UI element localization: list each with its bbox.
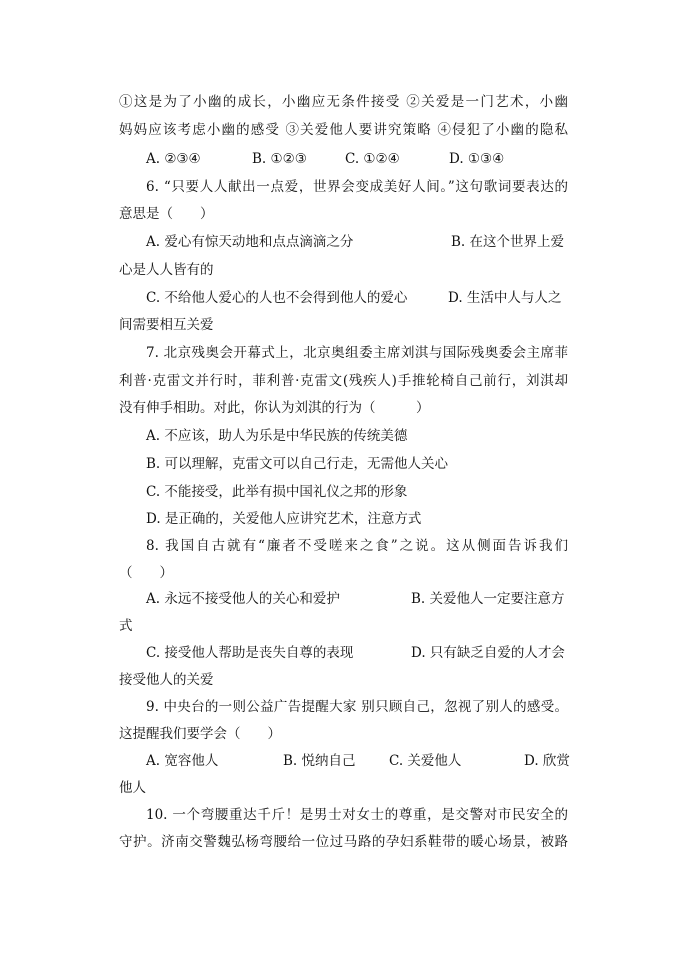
q5-statement-line-1: ①这是为了小幽的成长，小幽应无条件接受 ②关爱是一门艺术，小幽 (119, 94, 568, 110)
q6-option-a: A. 爱心有惊天动地和点点滴滴之分 (146, 234, 354, 250)
q10-stem-line-2: 守护。济南交警魏弘杨弯腰给一位过马路的孕妇系鞋带的暖心场景，被路 (119, 834, 568, 850)
q9-stem-line-2: 这提醒我们要学会（ ） (119, 726, 281, 742)
q9-option-d-part-1: D. 欣赏 (524, 753, 570, 769)
q6-option-b-part-1: B. 在这个世界上爱 (451, 234, 565, 250)
q5-option-a: A. ②③④ (146, 151, 201, 167)
q8-option-b-part-2: 式 (119, 618, 133, 634)
q6-option-b-part-2: 心是人人皆有的 (119, 262, 214, 278)
q7-stem-line-2: 利普·克雷文并行时，菲利普·克雷文(残疾人)手推轮椅自己前行，刘淇却 (119, 373, 568, 389)
q8-stem-line-2: （ ） (119, 565, 173, 581)
q8-option-b-part-1: B. 关爱他人一定要注意方 (411, 591, 565, 607)
q7-stem-line-3: 没有伸手相助。对此，你认为刘淇的行为（ ） (119, 400, 430, 416)
q8-option-d-part-2: 接受他人的关爱 (119, 672, 214, 688)
q7-option-a: A. 不应该，助人为乐是中华民族的传统美德 (146, 428, 408, 444)
q7-option-c: C. 不能接受，此举有损中国礼仪之邦的形象 (146, 484, 408, 500)
q6-option-c: C. 不给他人爱心的人也不会得到他人的爱心 (146, 290, 408, 306)
q6-stem-line-1: 6. “只要人人献出一点爱，世界会变成美好人间。”这句歌词要表达的 (146, 179, 568, 195)
q8-option-c: C. 接受他人帮助是丧失自尊的表现 (146, 645, 354, 661)
q5-option-b: B. ①②③ (252, 151, 307, 167)
q9-option-c: C. 关爱他人 (389, 753, 462, 769)
q5-option-c: C. ①②④ (345, 151, 400, 167)
q5-statement-line-2: 妈妈应该考虑小幽的感受 ③关爱他人要讲究策略 ④侵犯了小幽的隐私 (119, 122, 568, 138)
q9-option-d-part-2: 他人 (119, 780, 146, 796)
q8-option-d-part-1: D. 只有缺乏自爱的人才会 (411, 645, 565, 661)
q5-option-d: D. ①③④ (449, 151, 505, 167)
q9-option-b: B. 悦纳自己 (283, 753, 356, 769)
q6-option-d-part-2: 间需要相互关爱 (119, 317, 214, 333)
q8-stem-line-1: 8. 我国自古就有“廉者不受嗟来之食”之说。这从侧面告诉我们 (146, 538, 568, 554)
q7-option-d: D. 是正确的，关爱他人应讲究艺术，注意方式 (146, 511, 422, 527)
q7-option-b: B. 可以理解，克雷文可以自己行走，无需他人关心 (146, 456, 449, 472)
q6-stem-line-2: 意思是（ ） (119, 206, 214, 222)
q6-option-d-part-1: D. 生活中人与人之 (448, 290, 562, 306)
q7-stem-line-1: 7. 北京残奥会开幕式上，北京奥组委主席刘淇与国际残奥委会主席菲 (146, 345, 568, 361)
q8-option-a: A. 永远不接受他人的关心和爱护 (146, 591, 340, 607)
q10-stem-line-1: 10. 一个弯腰重达千斤！是男士对女士的尊重，是交警对市民安全的 (146, 807, 568, 823)
q9-option-a: A. 宽容他人 (146, 753, 219, 769)
q9-stem-line-1: 9. 中央台的一则公益广告提醒大家 别只顾自己，忽视了别人的感受。 (146, 699, 568, 715)
